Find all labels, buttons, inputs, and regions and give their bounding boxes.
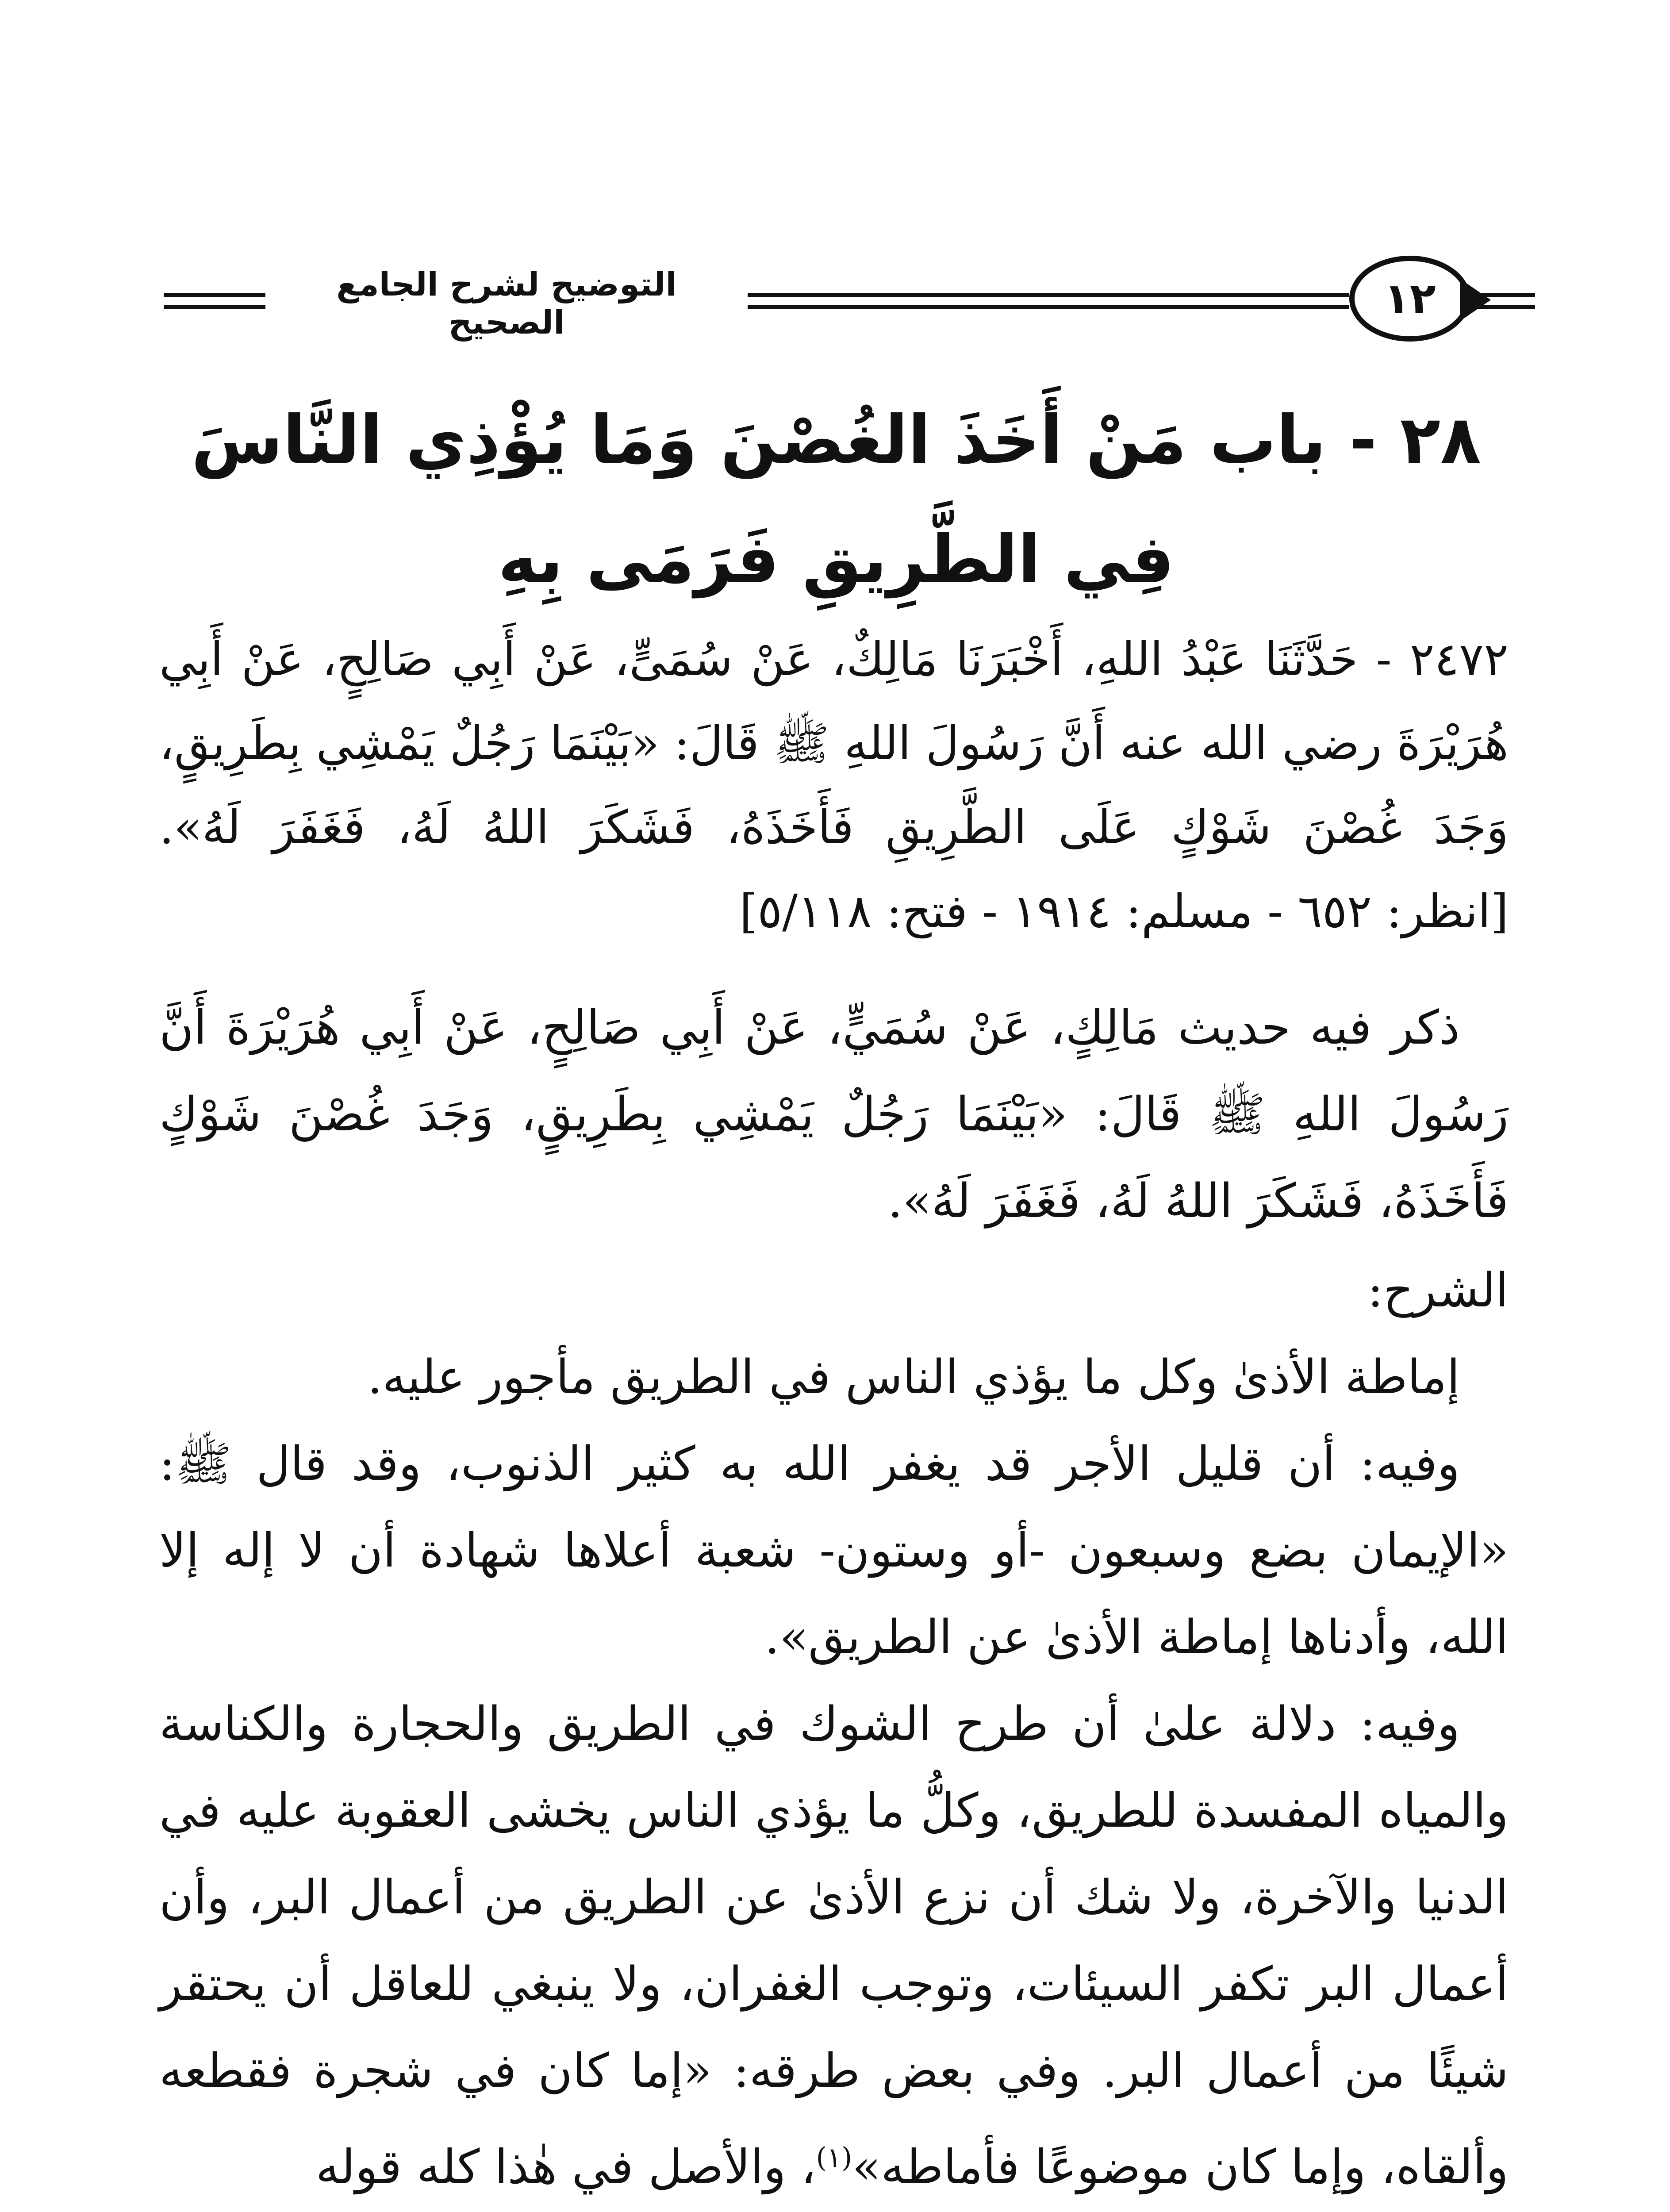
intro-paragraph: ذكر فيه حديث مَالِكٍ، عَنْ سُمَيٍّ، عَنْ أَبِي صَالِحٍ، عَنْ أَبِي هُرَيْرَةَ أَنَّ رَسُولَ اللهِ ﷺ قَالَ: «بَيْنَمَا رَجُلٌ يَمْشِي بِطَرِيقٍ، وَجَدَ غُصْنَ شَوْكٍ فَأَخَذَهُ، فَشَكَرَ اللهُ لَهُ، فَغَفَرَ لَهُ».: [159, 1000, 1509, 1228]
header-rule: [164, 293, 265, 297]
paragraph-2: وفيه: أن قليل الأجر قد يغفر الله به كثير الذنوب، وقد قال ﷺ: «الإيمان بضع وسبعون -أو وستون- شعبة أعلاها شهادة أن لا إله إلا الله، وأدناها إماطة الأذىٰ عن الطريق».: [159, 1436, 1509, 1664]
paragraph-1: إماطة الأذىٰ وكل ما يؤذي الناس في الطريق مأجور عليه.: [367, 1350, 1460, 1404]
header-rule: [1473, 293, 1535, 297]
header-rule: [748, 293, 1349, 297]
paragraph-3-text: وفيه: دلالة علىٰ أن طرح الشوك في الطريق والحجارة والكناسة والمياه المفسدة للطريق، وكلُّ ما يؤذي الناس يخشى العقوبة عليه في الدنيا والآخرة، ولا شك أن نزع الأذىٰ عن الطريق من أعمال البر، وأن أعمال البر تكفر السيئات، وتوجب الغفران، ولا ينبغي للعاقل أن يحتقر شيئًا من أعمال البر. وفي بعض طرقه: «إما كان في شجرة فقطعه وألقاه، وإما كان موضوعًا فأماطه»: [159, 1697, 1509, 2194]
header-rule: [164, 305, 265, 309]
paragraph-3: [159, 1681, 1509, 2210]
sharh-heading: الشرح:: [1367, 1263, 1509, 1317]
header-rule: [1473, 305, 1535, 309]
chapter-title: [150, 380, 1522, 619]
chapter-title-line-2: فِي الطَّرِيقِ فَرَمَى بِهِ: [498, 521, 1175, 598]
running-header: [164, 248, 1535, 354]
commentary: [159, 984, 1509, 2210]
chapter-title-line-1: ٢٨ - باب مَنْ أَخَذَ الغُصْنَ وَمَا يُؤْذِي النَّاسَ: [191, 402, 1481, 479]
footnote-reference[interactable]: (١): [816, 2141, 852, 2174]
paragraph-3-continuation: ، والأصل في هٰذا كله قوله: [315, 2139, 816, 2194]
hadith-body: ٢٤٧٢ - حَدَّثَنَا عَبْدُ اللهِ، أَخْبَرَنَا مَالِكٌ، عَنْ سُمَىٍّ، عَنْ أَبِي صَالِحٍ، عَنْ أَبِي هُرَيْرَةَ رضي الله عنه أَنَّ رَسُولَ اللهِ ﷺ قَالَ: «بَيْنَمَا رَجُلٌ يَمْشِي بِطَرِيقٍ، وَجَدَ غُصْنَ شَوْكٍ عَلَى الطَّرِيقِ فَأَخَذَهُ، فَشَكَرَ اللهُ لَهُ، فَغَفَرَ لَهُ».: [159, 632, 1509, 854]
hadith-text: [159, 617, 1509, 953]
book-title: التوضيح لشرح الجامع الصحيح: [336, 265, 677, 342]
page-number: ١٢: [1349, 256, 1470, 342]
header-rule: [748, 305, 1349, 309]
hadith-reference: [انظر: ٦٥٢ - مسلم: ١٩١٤ - فتح: ٥/١١٨]: [739, 884, 1509, 938]
